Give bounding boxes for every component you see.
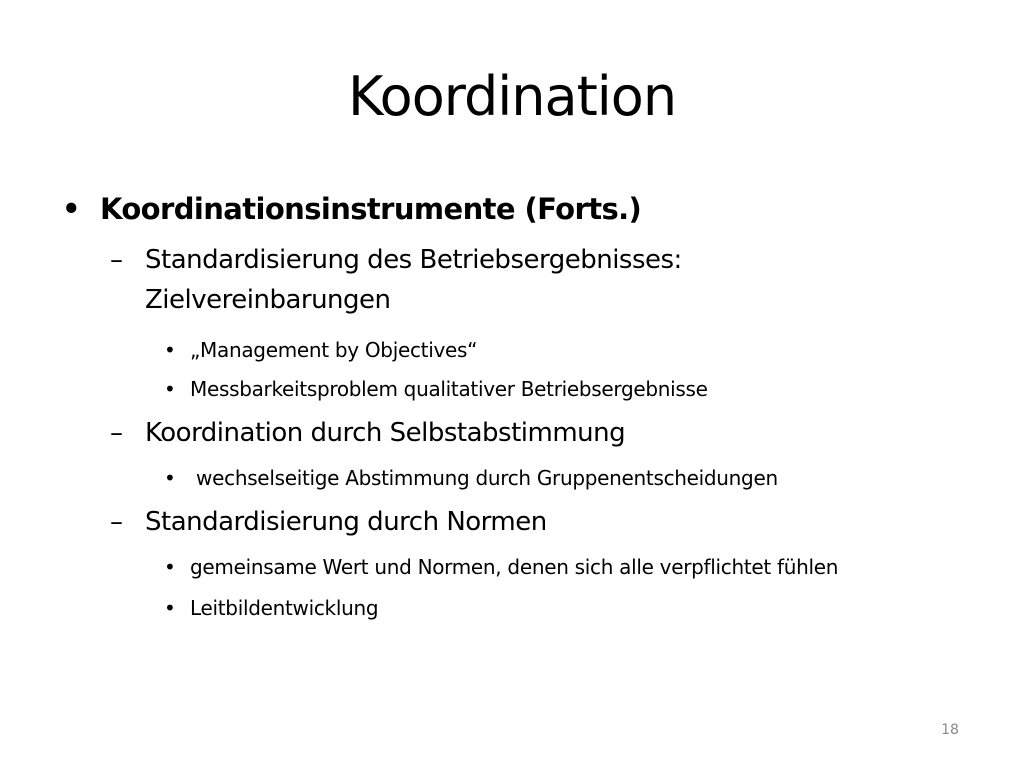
level3-bullet: • [164, 596, 176, 620]
list-item-gemeinsame-werte: gemeinsame Wert und Normen, denen sich alle verpflichtet fühlen [190, 555, 839, 579]
section-standardisierung-betriebsergebnisse-line1: Standardisierung des Betriebsergebnisses: [145, 245, 682, 275]
level2-dash: – [110, 507, 123, 537]
section-koordination-selbstabstimmung: Koordination durch Selbstabstimmung [145, 418, 626, 448]
list-item-wechselseitige-abstimmung: wechselseitige Abstimmung durch Gruppenentscheidungen [190, 466, 778, 490]
list-item-leitbildentwicklung: Leitbildentwicklung [190, 596, 379, 620]
level2-dash: – [110, 245, 123, 275]
section-standardisierung-normen: Standardisierung durch Normen [145, 507, 547, 537]
section-standardisierung-betriebsergebnisse-line2: Zielvereinbarungen [145, 285, 391, 315]
level3-bullet: • [164, 555, 176, 579]
level1-bullet: • [62, 192, 80, 226]
list-item-management-by-objectives: „Management by Objectives“ [190, 338, 478, 362]
heading-koordinationsinstrumente: Koordinationsinstrumente (Forts.) [100, 192, 642, 226]
level3-bullet: • [164, 466, 176, 490]
list-item-messbarkeitsproblem: Messbarkeitsproblem qualitativer Betriebsergebnisse [190, 377, 708, 401]
level2-dash: – [110, 418, 123, 448]
level3-bullet: • [164, 377, 176, 401]
slide-title: Koordination [347, 65, 677, 128]
level3-bullet: • [164, 338, 176, 362]
slide-number: 18 [941, 722, 959, 738]
